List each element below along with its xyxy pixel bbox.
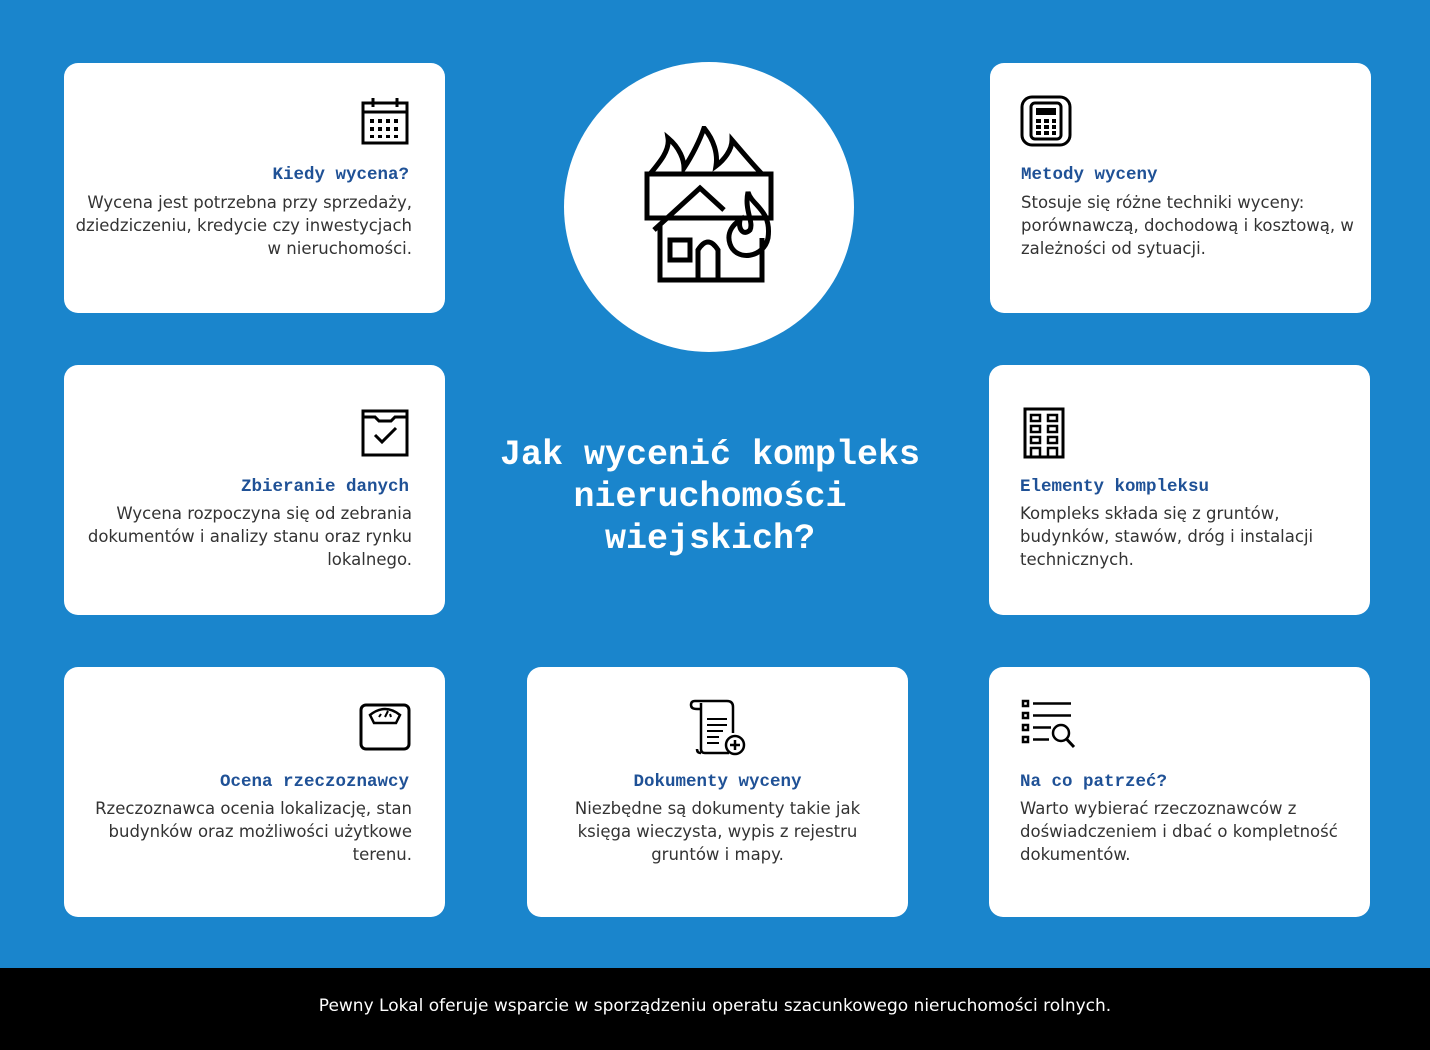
card-metody-wyceny [990, 63, 1371, 313]
card-text: Stosuje się różne techniki wyceny: porównawczą, dochodową i kosztową, w zależności od sytuacji. [1021, 193, 1354, 258]
card-title: Elementy kompleksu [1020, 477, 1210, 497]
card-text: Rzeczoznawca ocenia lokalizację, stan budynków oraz możliwości użytkowe terenu. [95, 799, 412, 864]
list-search-icon [1021, 699, 1077, 751]
card-text: Wycena rozpoczyna się od zebrania dokumentów i analizy stanu oraz rynku lokalnego. [87, 504, 412, 569]
footer-bar [0, 968, 1430, 1050]
card-text: Warto wybierać rzeczoznawców z doświadczeniem i dbać o kompletność dokumentów. [1020, 799, 1338, 864]
card-na-co-patrzec [989, 667, 1370, 917]
document-plus-icon [689, 699, 747, 757]
card-title: Na co patrzeć? [1020, 772, 1168, 792]
card-kiedy-wycena [64, 63, 445, 313]
hero-circle [564, 62, 854, 352]
card-dokumenty-wyceny [527, 667, 908, 917]
building-icon [1019, 407, 1071, 459]
card-text: Niezbędne są dokumenty takie jak księga wieczysta, wypis z rejestru gruntów i mapy. [574, 799, 861, 864]
card-text: Wycena jest potrzebna przy sprzedaży, dziedziczeniu, kredycie czy inwestycjach w nieruchomości. [75, 193, 412, 258]
calculator-icon [1020, 95, 1072, 147]
calendar-icon [359, 95, 411, 147]
footer-text: Pewny Lokal oferuje wsparcie w sporządzeniu operatu szacunkowego nieruchomości rolnych. [318, 996, 1112, 1016]
card-title: Ocena rzeczoznawcy [219, 772, 409, 792]
card-zbieranie-danych [64, 365, 445, 615]
scale-icon [359, 701, 411, 753]
card-text: Kompleks składa się z gruntów, budynków, stawów, dróg i instalacji technicznych. [1020, 504, 1314, 569]
card-title: Zbieranie danych [240, 477, 409, 497]
card-title: Metody wyceny [1021, 165, 1158, 185]
card-elementy-kompleksu [989, 365, 1370, 615]
card-ocena-rzeczoznawcy [64, 667, 445, 917]
card-title: Dokumenty wyceny [633, 772, 802, 792]
checked-folder-icon [359, 407, 411, 459]
burning-house-icon [640, 126, 776, 286]
card-title: Kiedy wycena? [272, 165, 409, 185]
page-title: Jak wycenić kompleks nieruchomości wiejskich? [499, 435, 921, 559]
